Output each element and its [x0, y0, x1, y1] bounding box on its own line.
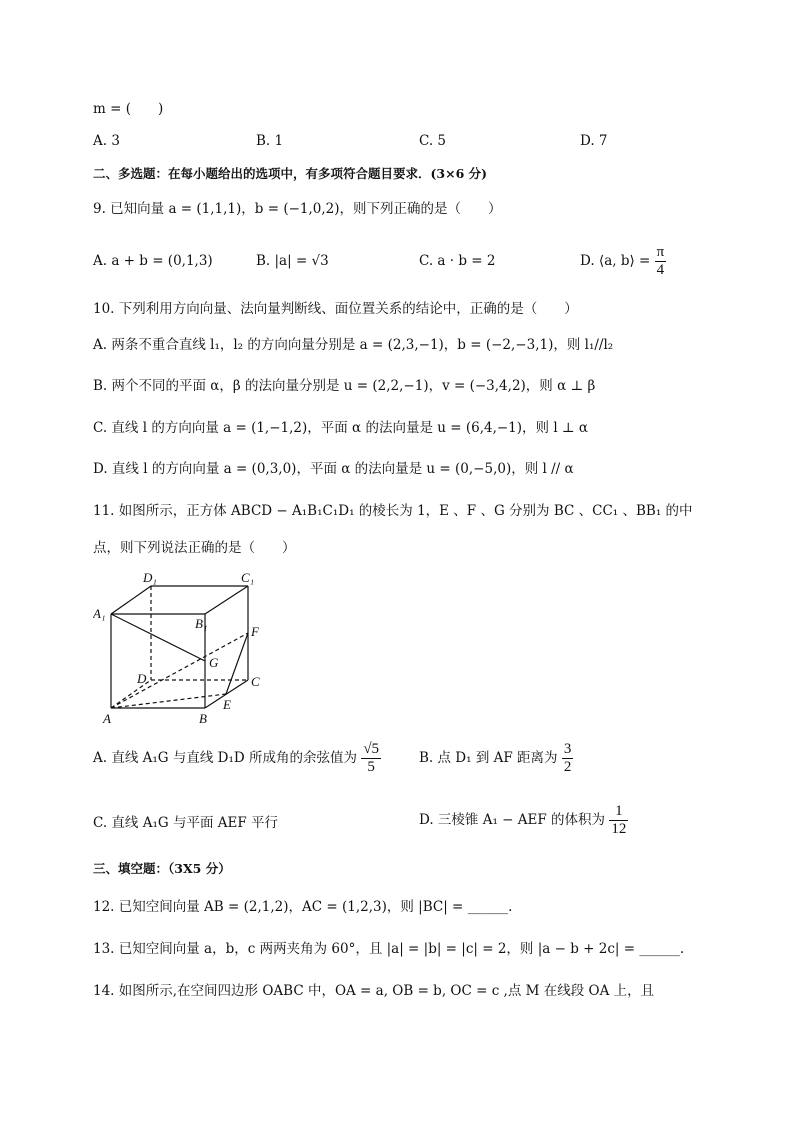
q9-option-d-fraction: $\frac{\pi}{4}$: [656, 244, 665, 278]
label-b: B: [199, 711, 207, 726]
question-9-stem: 9. 已知向量 a = (1,1,1)，b = (−1,0,2)，则下列正确的是（ ）: [93, 201, 502, 217]
q11-option-b-text: B. 点 D₁ 到 AF 距离为: [419, 750, 558, 766]
q11-option-a: [93, 741, 381, 776]
question-11-stem-line2: 点，则下列说法正确的是（ ）: [93, 540, 296, 556]
label-d1: D₁: [143, 570, 157, 585]
q10-option-a: A. 两条不重合直线 l₁，l₂ 的方向向量分别是 a = (2,3,−1)，b = (−2,−3,1)，则 l₁//l₂: [93, 337, 614, 353]
question-10-stem: 10. 下列利用方向向量、法向量判断线、面位置关系的结论中，正确的是（ ）: [93, 301, 578, 317]
question-12: 12. 已知空间向量 AB = (2,1,2)，AC = (1,2,3)，则 |BC| = ______.: [93, 899, 513, 915]
q11-option-d-text: D. 三棱锥 A₁ − AEF 的体积为: [419, 812, 606, 828]
label-c1: C₁: [241, 570, 255, 585]
option-b: B. 1: [256, 133, 284, 149]
option-c: C. 5: [419, 133, 447, 149]
q11-option-c: C. 直线 A₁G 与平面 AEF 平行: [93, 815, 279, 831]
question-11-stem-line1: 11. 如图所示，正方体 ABCD − A₁B₁C₁D₁ 的棱长为 1，E 、F 、G 分别为 BC 、CC₁ 、BB₁ 的中: [93, 503, 693, 519]
q11-option-d-fraction: $\frac{1}{12}$: [611, 803, 627, 837]
question-stem-end: m = ( ): [93, 101, 164, 117]
edge-c1-b1: [205, 586, 248, 614]
cube-figure: [93, 568, 273, 728]
edge-a1-d1: [111, 586, 151, 614]
q11-option-a-text: A. 直线 A₁G 与直线 D₁D 所成角的余弦值为: [93, 750, 358, 766]
q9-option-b: B. |a| = √3: [256, 253, 329, 269]
q11-option-b-fraction: $\frac{3}{2}$: [563, 741, 572, 775]
q10-option-c: C. 直线 l 的方向向量 a = (1,−1,2)，平面 α 的法向量是 u = (6,4,−1)，则 l ⊥ α: [93, 420, 589, 436]
q11-option-a-fraction: $\frac{√5}{5}$: [363, 741, 380, 775]
question-13: 13. 已知空间向量 a，b，c 两两夹角为 60°，且 |a| = |b| = |c| = 2，则 |a − b + 2c| = ______.: [93, 941, 685, 957]
label-f: F: [251, 624, 259, 639]
question-14: 14. 如图所示,在空间四边形 OABC 中，OA = a, OB = b, OC = c ,点 M 在线段 OA 上，且: [93, 983, 655, 999]
label-b1: B₁: [195, 616, 208, 631]
label-c: C: [251, 674, 260, 689]
q11-option-d: [419, 803, 628, 838]
label-a1: A₁: [93, 606, 106, 621]
q9-option-d-text: D. ⟨a, b⟩ =: [580, 253, 655, 269]
option-a: A. 3: [93, 133, 120, 149]
q11-option-b: [419, 741, 573, 776]
q10-option-d: D. 直线 l 的方向向量 a = (0,3,0)，平面 α 的法向量是 u = (0,−5,0)，则 l // α: [93, 461, 574, 477]
label-a: A: [103, 711, 111, 726]
section-heading-multiple-choice: 二、多选题：在每小题给出的选项中，有多项符合题目要求．(3×6 分): [93, 166, 488, 181]
label-e: E: [223, 697, 231, 712]
label-g: G: [209, 655, 219, 670]
option-d: D. 7: [580, 133, 608, 149]
q9-option-a: A. a + b = (0,1,3): [93, 253, 213, 269]
segment-a1-g: [111, 614, 208, 661]
q9-option-c: C. a · b = 2: [419, 253, 496, 269]
section-heading-fill-in: 三、填空题：（3X5 分）: [93, 861, 231, 876]
q10-option-b: B. 两个不同的平面 α，β 的法向量分别是 u = (2,2,−1)，v = (−3,4,2)，则 α ⊥ β: [93, 378, 596, 394]
segment-e-f: [226, 633, 248, 694]
q9-option-d: [580, 244, 666, 279]
label-d: D: [137, 671, 147, 686]
